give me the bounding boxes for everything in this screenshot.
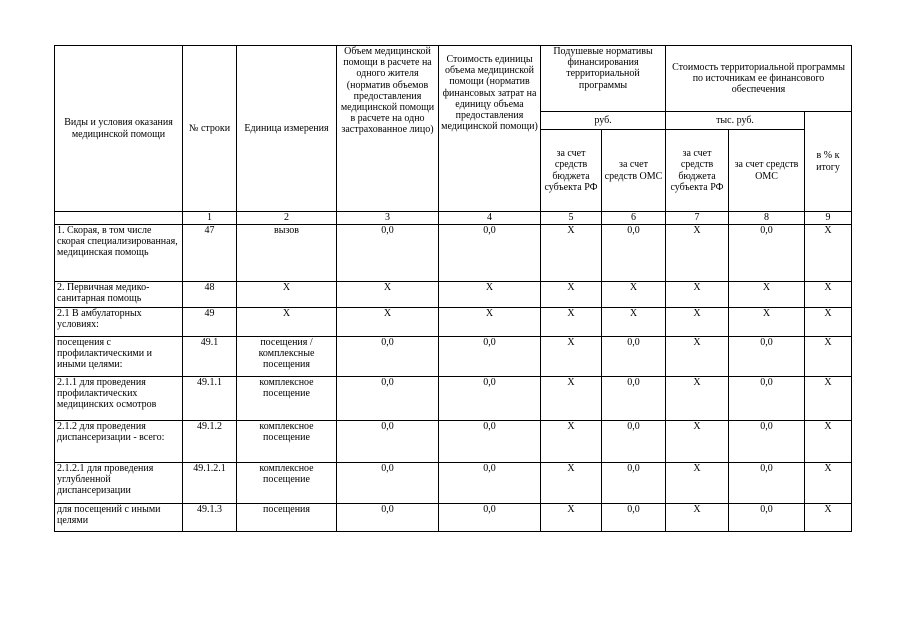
table-row	[55, 282, 852, 308]
row-volume: X	[337, 308, 439, 337]
row-oms-rub: 0,0	[602, 377, 666, 421]
row-unit: комплексное посещение	[237, 377, 337, 421]
table-row	[55, 337, 852, 377]
column-number: 9	[805, 212, 852, 225]
row-name: 2.1.2.1 для проведения углубленной диспансеризации	[55, 463, 183, 504]
header-percent-total: в % к итогу	[805, 112, 852, 212]
row-number: 49.1.2.1	[183, 463, 237, 504]
row-budget-thousand: X	[666, 421, 729, 463]
row-unit: посещения	[237, 504, 337, 532]
header-thousand-rub: тыс. руб.	[666, 112, 805, 130]
row-unit: X	[237, 308, 337, 337]
row-cost-unit: X	[439, 308, 541, 337]
row-oms-rub: 0,0	[602, 225, 666, 282]
row-unit: комплексное посещение	[237, 463, 337, 504]
row-budget-rub: X	[541, 377, 602, 421]
row-volume: X	[337, 282, 439, 308]
row-oms-rub: 0,0	[602, 463, 666, 504]
row-budget-rub: X	[541, 421, 602, 463]
row-name: 2.1.1 для проведения профилактических медицинских осмотров	[55, 377, 183, 421]
table-row	[55, 225, 852, 282]
row-name: 2.1 В амбулаторных условиях:	[55, 308, 183, 337]
row-oms-thousand: 0,0	[729, 421, 805, 463]
row-oms-thousand: X	[729, 308, 805, 337]
row-percent: X	[805, 463, 852, 504]
header-unit: Единица измерения	[237, 46, 337, 212]
row-unit: комплексное посещение	[237, 421, 337, 463]
row-budget-thousand: X	[666, 337, 729, 377]
column-number: 5	[541, 212, 602, 225]
row-cost-unit: 0,0	[439, 225, 541, 282]
row-cost-unit: 0,0	[439, 377, 541, 421]
row-volume: 0,0	[337, 504, 439, 532]
row-percent: X	[805, 421, 852, 463]
column-numbers-row	[55, 212, 852, 225]
column-number: 1	[183, 212, 237, 225]
row-budget-rub: X	[541, 282, 602, 308]
row-oms-rub: X	[602, 282, 666, 308]
row-oms-rub: 0,0	[602, 337, 666, 377]
row-oms-rub: 0,0	[602, 504, 666, 532]
column-number: 7	[666, 212, 729, 225]
table-row	[55, 377, 852, 421]
column-number: 4	[439, 212, 541, 225]
row-budget-rub: X	[541, 225, 602, 282]
row-number: 49.1.2	[183, 421, 237, 463]
header-oms: за счет средств ОМС	[602, 130, 666, 212]
header-cost-unit: Стоимость единицы объема медицинской помощи (норматив финансовых затрат на единицу объема предоставления медицинской помощи)	[439, 46, 541, 212]
financing-table	[54, 45, 852, 532]
row-cost-unit: 0,0	[439, 504, 541, 532]
row-oms-rub: 0,0	[602, 421, 666, 463]
header-row-1	[55, 46, 852, 112]
row-percent: X	[805, 225, 852, 282]
row-number: 49.1	[183, 337, 237, 377]
table-row	[55, 504, 852, 532]
row-name: посещения с профилактическими и иными целями:	[55, 337, 183, 377]
table-row	[55, 463, 852, 504]
row-budget-thousand: X	[666, 377, 729, 421]
document-sheet	[54, 45, 852, 532]
row-budget-rub: X	[541, 308, 602, 337]
row-volume: 0,0	[337, 337, 439, 377]
row-budget-thousand: X	[666, 463, 729, 504]
row-cost-unit: X	[439, 282, 541, 308]
header-budget-rf-2: за счет средств бюджета субъекта РФ	[666, 130, 729, 212]
header-program-cost: Стоимость территориальной программы по источникам ее финансового обеспечения	[666, 46, 852, 112]
header-type: Виды и условия оказания медицинской помощи	[55, 46, 183, 212]
row-oms-thousand: X	[729, 282, 805, 308]
row-number: 49.1.3	[183, 504, 237, 532]
table-row	[55, 421, 852, 463]
row-budget-thousand: X	[666, 225, 729, 282]
row-number: 49.1.1	[183, 377, 237, 421]
row-number: 47	[183, 225, 237, 282]
row-budget-rub: X	[541, 504, 602, 532]
row-percent: X	[805, 377, 852, 421]
header-oms-2: за счет средств ОМС	[729, 130, 805, 212]
row-budget-rub: X	[541, 337, 602, 377]
row-unit: X	[237, 282, 337, 308]
row-budget-thousand: X	[666, 308, 729, 337]
table-row	[55, 308, 852, 337]
row-oms-rub: X	[602, 308, 666, 337]
row-cost-unit: 0,0	[439, 463, 541, 504]
row-cost-unit: 0,0	[439, 337, 541, 377]
row-name: 2.1.2 для проведения диспансеризации - всего:	[55, 421, 183, 463]
row-oms-thousand: 0,0	[729, 377, 805, 421]
row-name: 2. Первичная медико-санитарная помощь	[55, 282, 183, 308]
row-cost-unit: 0,0	[439, 421, 541, 463]
row-budget-thousand: X	[666, 282, 729, 308]
row-volume: 0,0	[337, 225, 439, 282]
row-name: 1. Скорая, в том числе скорая специализированная, медицинская помощь	[55, 225, 183, 282]
column-number: 3	[337, 212, 439, 225]
header-volume: Объем медицинской помощи в расчете на одного жителя (норматив объемов предоставления медицинской помощи в расчете на одно застрахованное лицо)	[337, 46, 439, 212]
row-volume: 0,0	[337, 463, 439, 504]
column-number-blank	[55, 212, 183, 225]
header-row-no: № строки	[183, 46, 237, 212]
row-volume: 0,0	[337, 377, 439, 421]
row-budget-thousand: X	[666, 504, 729, 532]
row-oms-thousand: 0,0	[729, 225, 805, 282]
row-volume: 0,0	[337, 421, 439, 463]
row-oms-thousand: 0,0	[729, 337, 805, 377]
row-name: для посещений с иными целями	[55, 504, 183, 532]
header-rub: руб.	[541, 112, 666, 130]
row-number: 49	[183, 308, 237, 337]
row-oms-thousand: 0,0	[729, 463, 805, 504]
header-budget-rf: за счет средств бюджета субъекта РФ	[541, 130, 602, 212]
row-number: 48	[183, 282, 237, 308]
row-percent: X	[805, 337, 852, 377]
column-number: 8	[729, 212, 805, 225]
row-unit: посещения / комплексные посещения	[237, 337, 337, 377]
column-number: 6	[602, 212, 666, 225]
row-oms-thousand: 0,0	[729, 504, 805, 532]
row-unit: вызов	[237, 225, 337, 282]
row-percent: X	[805, 282, 852, 308]
row-percent: X	[805, 308, 852, 337]
row-percent: X	[805, 504, 852, 532]
column-number: 2	[237, 212, 337, 225]
header-per-capita: Подушевые нормативы финансирования территориальной программы	[541, 46, 666, 112]
row-budget-rub: X	[541, 463, 602, 504]
